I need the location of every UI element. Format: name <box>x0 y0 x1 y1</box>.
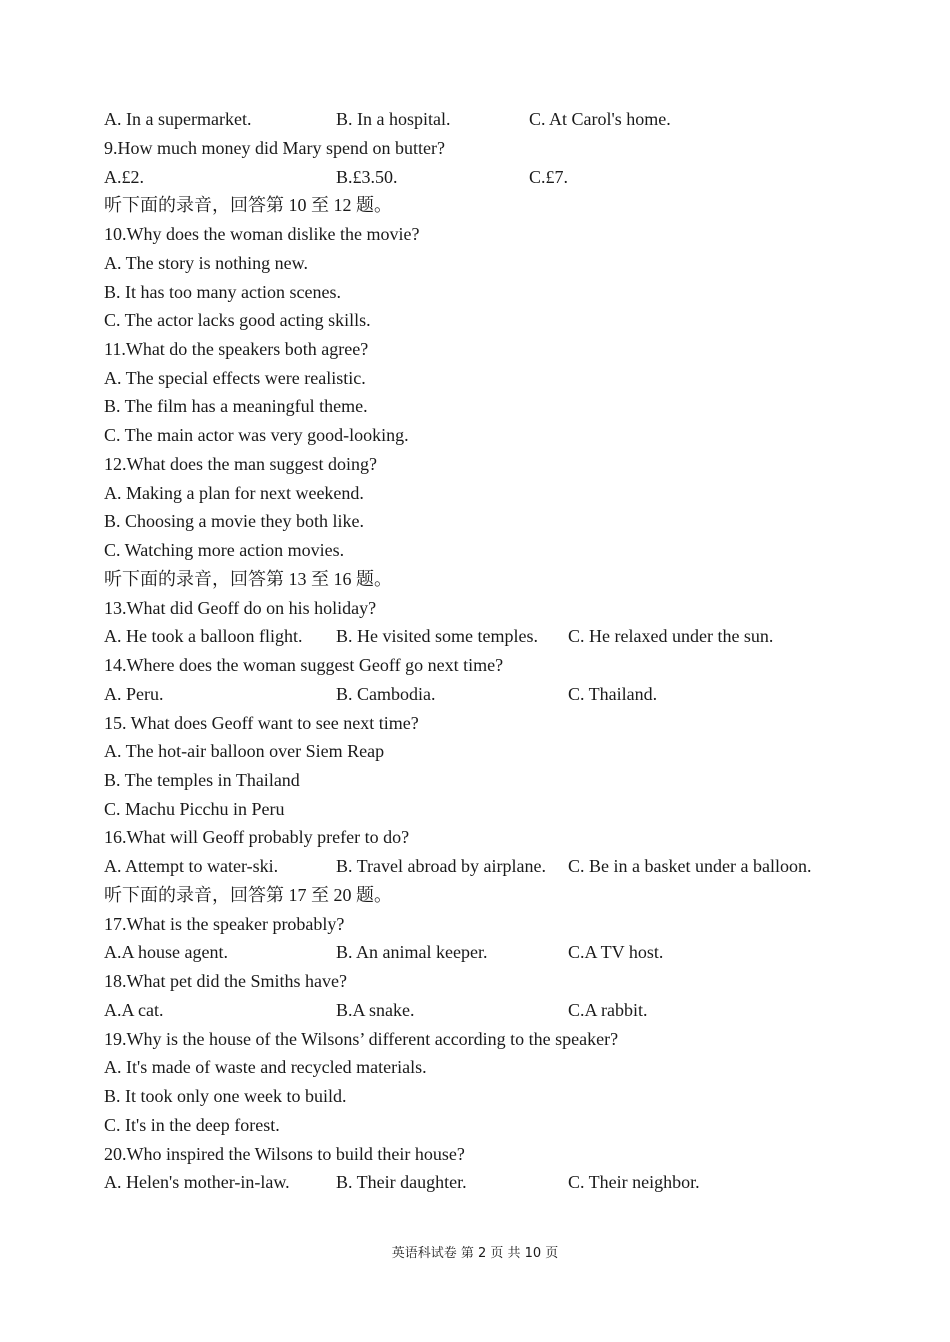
q16-option-b: B. Travel abroad by airplane. <box>336 856 546 876</box>
q12-option-b: B. Choosing a movie they both like. <box>104 511 364 531</box>
q14-option-c: C. Thailand. <box>568 684 658 704</box>
question-20: 20.Who inspired the Wilsons to build their house? <box>104 1144 465 1164</box>
question-9: 9.How much money did Mary spend on butter? <box>104 138 445 158</box>
q13-option-c: C. He relaxed under the sun. <box>568 626 774 646</box>
question-13: 13.What did Geoff do on his holiday? <box>104 598 377 618</box>
q9-option-b: B.£3.50. <box>336 167 398 187</box>
q17-option-b: B. An animal keeper. <box>336 942 488 962</box>
q8-option-a: A. In a supermarket. <box>104 109 252 129</box>
q9-option-c: C.£7. <box>529 167 569 187</box>
q19-option-b: B. It took only one week to build. <box>104 1086 347 1106</box>
question-19: 19.Why is the house of the Wilsons’ different according to the speaker? <box>104 1029 619 1049</box>
q10-option-a: A. The story is nothing new. <box>104 253 308 273</box>
q15-option-c: C. Machu Picchu in Peru <box>104 799 285 819</box>
q15-option-a: A. The hot-air balloon over Siem Reap <box>104 741 385 761</box>
q9-option-a: A.£2. <box>104 167 144 187</box>
q12-option-a: A. Making a plan for next weekend. <box>104 483 364 503</box>
q12-option-c: C. Watching more action movies. <box>104 540 345 560</box>
section-heading-17-20: 听下面的录音，回答第 17 至 20 题。 <box>104 885 392 905</box>
section-heading-13-16: 听下面的录音，回答第 13 至 16 题。 <box>104 569 392 589</box>
question-17: 17.What is the speaker probably? <box>104 914 345 934</box>
q19-option-a: A. It's made of waste and recycled materials. <box>104 1057 427 1077</box>
question-14: 14.Where does the woman suggest Geoff go next time? <box>104 655 504 675</box>
q11-option-b: B. The film has a meaningful theme. <box>104 396 368 416</box>
q15-option-b: B. The temples in Thailand <box>104 770 300 790</box>
q16-option-c: C. Be in a basket under a balloon. <box>568 856 812 876</box>
q17-option-c: C.A TV host. <box>568 942 664 962</box>
question-18: 18.What pet did the Smiths have? <box>104 971 347 991</box>
q14-option-b: B. Cambodia. <box>336 684 436 704</box>
q8-option-b: B. In a hospital. <box>336 109 451 129</box>
section-heading-10-12: 听下面的录音，回答第 10 至 12 题。 <box>104 195 392 215</box>
q13-option-a: A. He took a balloon flight. <box>104 626 303 646</box>
q11-option-c: C. The main actor was very good-looking. <box>104 425 409 445</box>
question-11: 11.What do the speakers both agree? <box>104 339 369 359</box>
q8-option-c: C. At Carol's home. <box>529 109 671 129</box>
q19-option-c: C. It's in the deep forest. <box>104 1115 280 1135</box>
q20-option-a: A. Helen's mother-in-law. <box>104 1172 290 1192</box>
q20-option-c: C. Their neighbor. <box>568 1172 700 1192</box>
question-15: 15. What does Geoff want to see next time? <box>104 713 419 733</box>
q18-option-b: B.A snake. <box>336 1000 415 1020</box>
q18-option-c: C.A rabbit. <box>568 1000 648 1020</box>
page-footer: 英语科试卷 第 2 页 共 10 页 <box>391 1246 559 1261</box>
q17-option-a: A.A house agent. <box>104 942 228 962</box>
question-12: 12.What does the man suggest doing? <box>104 454 377 474</box>
q13-option-b: B. He visited some temples. <box>336 626 538 646</box>
q20-option-b: B. Their daughter. <box>336 1172 467 1192</box>
question-16: 16.What will Geoff probably prefer to do? <box>104 827 410 847</box>
q16-option-a: A. Attempt to water-ski. <box>104 856 279 876</box>
q14-option-a: A. Peru. <box>104 684 164 704</box>
q11-option-a: A. The special effects were realistic. <box>104 368 366 388</box>
q10-option-c: C. The actor lacks good acting skills. <box>104 310 371 330</box>
q10-option-b: B. It has too many action scenes. <box>104 282 341 302</box>
q18-option-a: A.A cat. <box>104 1000 164 1020</box>
question-10: 10.Why does the woman dislike the movie? <box>104 224 420 244</box>
